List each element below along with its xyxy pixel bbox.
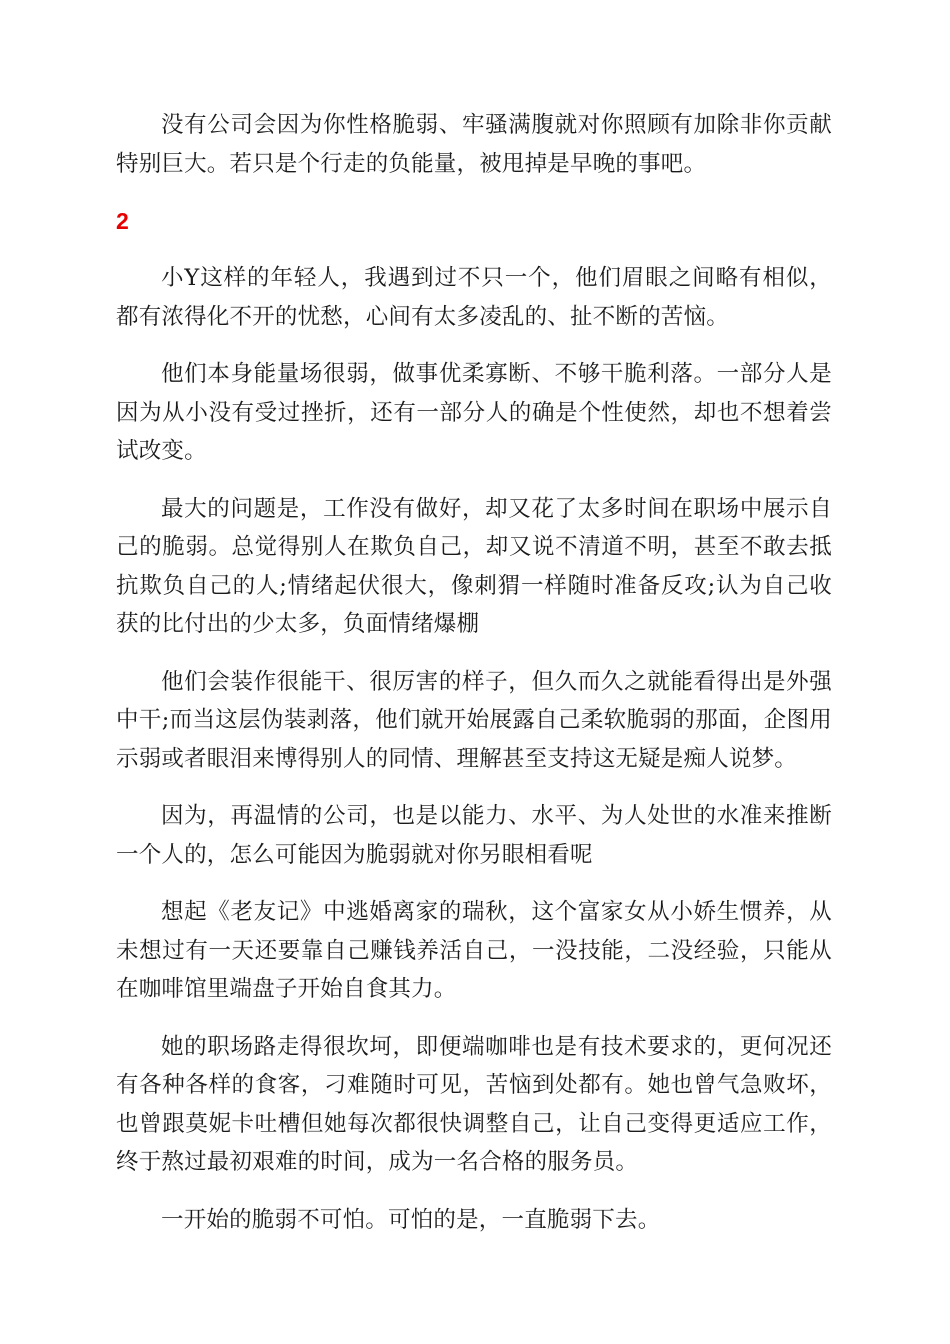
intro-paragraph: 没有公司会因为你性格脆弱、牢骚满腹就对你照顾有加除非你贡献特别巨大。若只是个行走的负能量，被甩掉是早晚的事吧。 — [116, 112, 832, 177]
body-paragraph: 她的职场路走得很坎坷，即便端咖啡也是有技术要求的，更何况还有各种各样的食客，刁难随时可见，苦恼到处都有。她也曾气急败坏，也曾跟莫妮卡吐槽但她每次都很快调整自己，让自己变得更适应工作，终于熬过最初艰难的时间，成为一名合格的服务员。 — [116, 1033, 832, 1175]
body-paragraph: 一开始的脆弱不可怕。可怕的是，一直脆弱下去。 — [161, 1206, 661, 1233]
body-paragraph: 小Y这样的年轻人，我遇到过不只一个，他们眉眼之间略有相似，都有浓得化不开的忧愁，心间有太多凌乱的、扯不断的苦恼。 — [116, 265, 832, 330]
body-paragraph: 最大的问题是，工作没有做好，却又花了太多时间在职场中展示自己的脆弱。总觉得别人在欺负自己，却又说不清道不明，甚至不敢去抵抗欺负自己的人;情绪起伏很大，像刺猬一样随时准备反攻;认为自己收获的比付出的少太多，负面情绪爆棚 — [116, 495, 832, 637]
section-number: 2 — [116, 208, 129, 234]
body-paragraph: 他们会装作很能干、很厉害的样子，但久而久之就能看得出是外强中干;而当这层伪装剥落，他们就开始展露自己柔软脆弱的那面，企图用示弱或者眼泪来博得别人的同情、理解甚至支持这无疑是痴人说梦。 — [116, 668, 832, 772]
body-paragraph: 想起《老友记》中逃婚离家的瑞秋，这个富家女从小娇生惯养，从未想过有一天还要靠自己赚钱养活自己，一没技能，二没经验，只能从在咖啡馆里端盘子开始自食其力。 — [116, 899, 832, 1002]
document-body — [116, 106, 832, 1258]
body-paragraph: 他们本身能量场很弱，做事优柔寡断、不够干脆利落。一部分人是因为从小没有受过挫折，还有一部分人的确是个性使然，却也不想着尝试改变。 — [116, 361, 832, 464]
body-paragraph: 因为，再温情的公司，也是以能力、水平、为人处世的水准来推断一个人的，怎么可能因为脆弱就对你另眼相看呢 — [116, 803, 832, 868]
